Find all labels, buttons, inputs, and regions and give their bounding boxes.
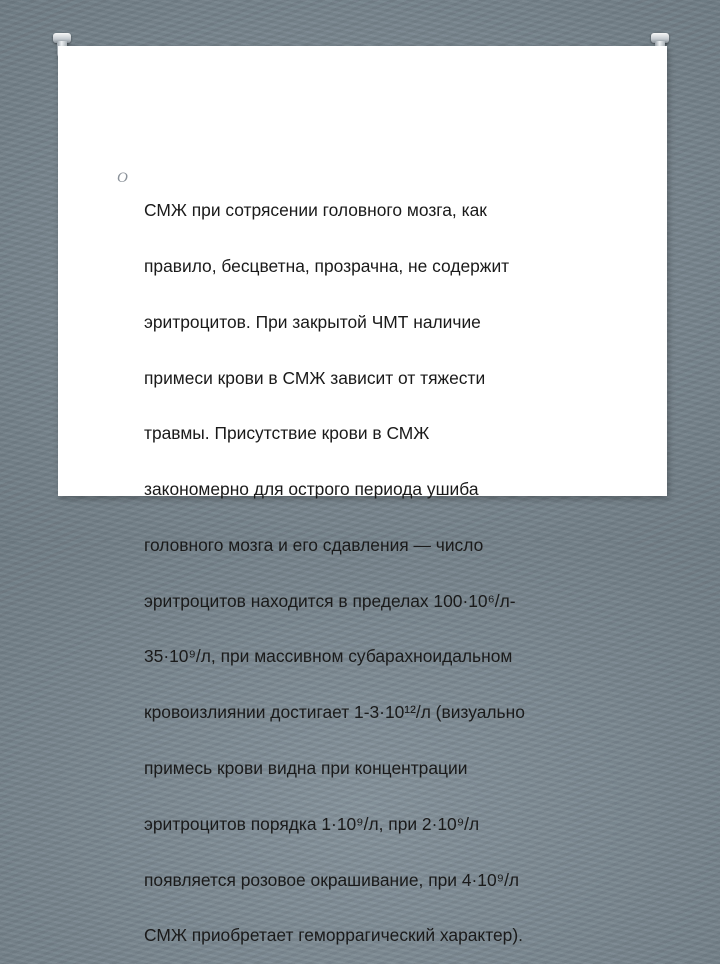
text-line: примесь крови видна при концентрации [144, 758, 468, 778]
text-line: эритроцитов находится в пределах 100·10⁶/л- [144, 590, 516, 611]
text-line: кровоизлиянии достигает 1-3·10¹²/л (визуально [144, 702, 525, 723]
text-line: травмы. Присутствие крови в СМЖ [144, 423, 430, 444]
text-line: появляется розовое окрашивание, при 4·10⁹/л [144, 869, 520, 890]
text-line: СМЖ при сотрясении головного мозга, как [144, 200, 487, 221]
text-line: головного мозга и его сдавления — число [144, 534, 484, 555]
bullet-icon: O [117, 170, 128, 186]
slide-body-text [144, 164, 604, 964]
text-line: эритроцитов порядка 1·10⁹/л, при 2·10⁹/л [144, 813, 480, 834]
text-line: примеси крови в СМЖ зависит от тяжести [144, 367, 486, 388]
text-line: 35·10⁹/л, при массивном субарахноидальном [144, 646, 513, 667]
text-line: СМЖ приобретает геморрагический характер). [144, 925, 523, 946]
text-line: правило, бесцветна, прозрачна, не содержит [144, 255, 510, 276]
text-line: закономерно для острого периода ушиба [144, 479, 479, 500]
text-line: эритроцитов. При закрытой ЧМТ наличие [144, 311, 481, 332]
